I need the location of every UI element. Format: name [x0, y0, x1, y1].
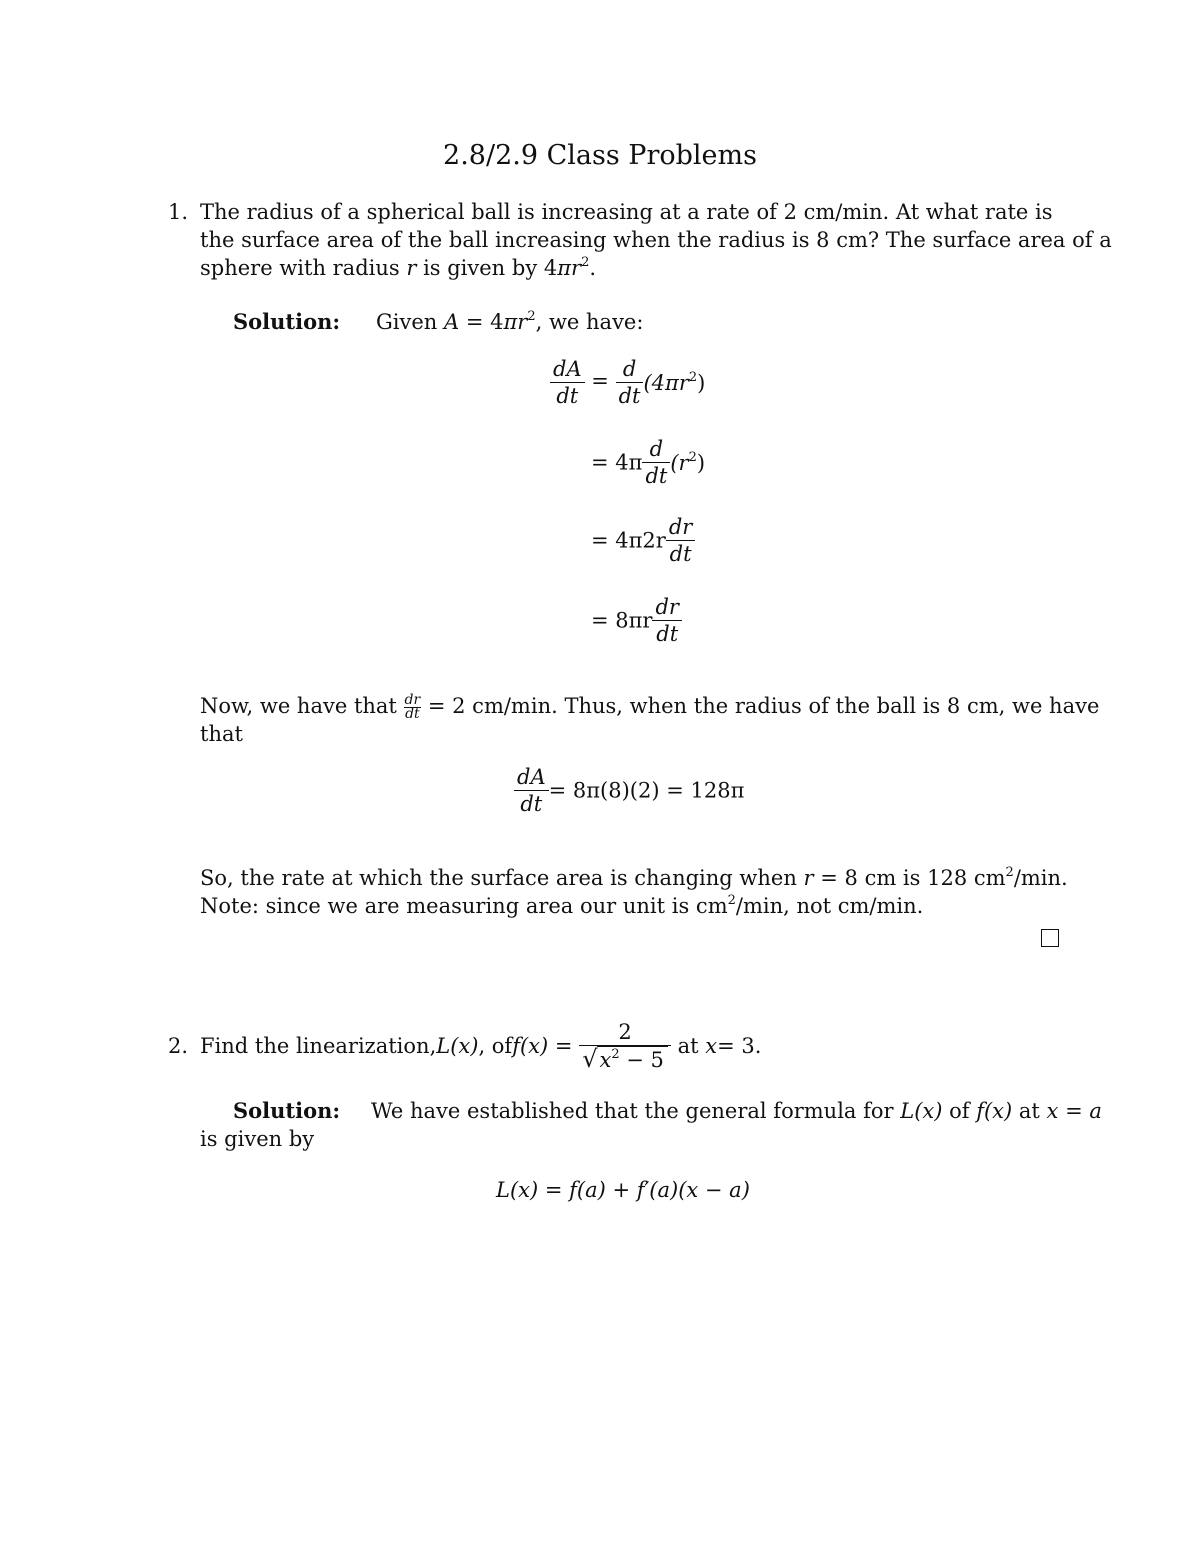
dA-dt-fraction: $\frac{dA}{dt}$ — [514, 764, 549, 817]
linearization-formula: L(x) = f(a) + f′(a)(x − a) — [496, 1178, 750, 1202]
problem-2-number: 2. — [168, 1034, 189, 1058]
problem-1-line-2: the surface area of the ball increasing when the radius is 8 cm? The surface area of a — [200, 228, 1112, 252]
sqrt-icon: √ — [582, 1045, 598, 1073]
now-line-1: Now, we have that $\frac{dr}{dt}$ = 2 cm/min. Thus, when the radius of the ball is 8 cm, we have — [200, 692, 1100, 722]
result-equation: $\frac{dA}{dt}$ = 8π(8)(2) = 128π — [514, 764, 744, 817]
d-dt-operator: $\frac{d}{dt}$ — [642, 436, 670, 489]
f-fraction: $\frac{2}{√x^2 - 5}$ — [579, 1019, 671, 1073]
dr-dt-fraction: $\frac{dr}{dt}$ — [652, 594, 681, 647]
qed-square-icon — [1041, 929, 1059, 947]
conclusion-line-2: Note: since we are measuring area our unit is $cm^2/\min$, not cm/min. — [200, 893, 924, 918]
conclusion-line-1: So, the rate at which the surface area is changing when r = 8 cm is 128 $cm^2/\min$. — [200, 865, 1068, 890]
derivation-line-3: = 4π2r $\frac{dr}{dt}$ — [591, 514, 695, 567]
problem-1-line-3: sphere with radius r is given by $4\pi r^2$. — [200, 255, 597, 280]
derivation-line-2: = 4π $\frac{d}{dt}$ $(r^2)$ — [591, 437, 706, 488]
solution-2-label: Solution: — [233, 1098, 341, 1123]
page-title: 2.8/2.9 Class Problems — [443, 140, 757, 171]
solution-1-label: Solution: — [233, 309, 341, 334]
solution-1-intro: Given $A = 4\pi r^2$, we have: — [376, 309, 644, 334]
derivation-line-4: = 8πr $\frac{dr}{dt}$ — [591, 594, 682, 647]
dr-dt-fraction: $\frac{dr}{dt}$ — [666, 514, 695, 567]
solution-2-line-1: We have established that the general formula for L(x) of f(x) at x = a — [371, 1099, 1102, 1123]
dA-dt-fraction: $\frac{dA}{dt}$ — [550, 356, 585, 409]
dr-dt-inline-fraction: $\frac{dr}{dt}$ — [404, 692, 421, 722]
problem-1-line-1: The radius of a spherical ball is increasing at a rate of 2 cm/min. At what rate is — [200, 200, 1053, 224]
derivation-line-1: $\frac{dA}{dt}$ = $\frac{d}{dt}$ $(4\pi r^2)$ — [550, 356, 705, 409]
problem-2-statement: Find the linearization, L(x) , of f(x) = $\frac{2}{√x^2 - 5}$ at x = 3. — [200, 1020, 762, 1073]
d-dt-operator: $\frac{d}{dt}$ — [616, 356, 644, 409]
now-line-2: that — [200, 722, 243, 746]
problem-1-number: 1. — [168, 200, 189, 224]
solution-2-line-2: is given by — [200, 1127, 315, 1151]
